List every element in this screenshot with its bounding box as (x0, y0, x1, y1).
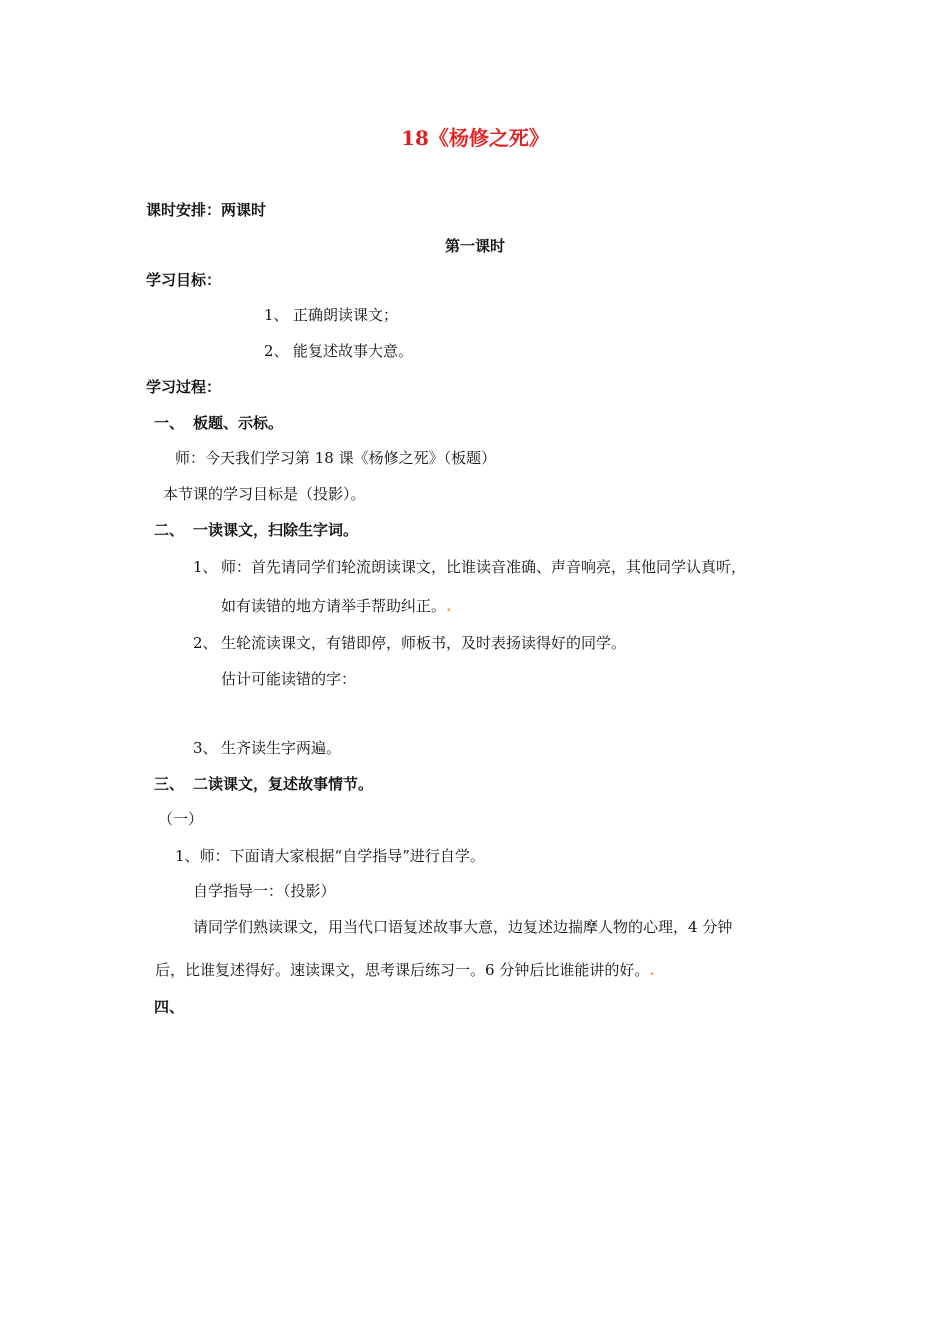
section-2-item-3-text: 生齐读生字两遍。 (221, 739, 342, 757)
section-2-number: 二、 (154, 521, 185, 539)
section-3-title: 二读课文，复述故事情节。 (193, 775, 374, 793)
goal-item-2-text: 能复述故事大意。 (293, 342, 414, 360)
section-2-item-2-text: 生轮流读课文，有错即停，师板书，及时表扬读得好的同学。 (221, 634, 627, 652)
lesson-heading: 第一课时 (444, 237, 505, 255)
section-2-title: 一读课文，扫除生字词。 (193, 521, 359, 539)
self-study-paragraph-line-1: 请同学们熟读课文，用当代口语复述故事大意，边复述边揣摩人物的心理，4 分钟 (193, 918, 733, 936)
document-title: 18《杨修之死》 (401, 126, 549, 150)
section-2-item-1-line-2-text: 如有读错的地方请举手帮助纠正。 (221, 597, 447, 615)
process-heading: 学习过程： (146, 378, 222, 396)
schedule-line: 课时安排：两课时 (146, 201, 267, 219)
goals-heading: 学习目标： (146, 271, 222, 289)
section-2-item-3-number: 3、 (193, 739, 218, 757)
section-2-item-2-number: 2、 (193, 634, 218, 652)
section-2-item-2-note: 估计可能读错的字： (221, 670, 357, 688)
proofread-mark: . (446, 597, 452, 615)
goal-item-2-number: 2、 (264, 342, 289, 360)
self-study-guide-label: 自学指导一：（投影） (193, 882, 336, 900)
section-2-item-1-line-1: 师：首先请同学们轮流朗读课文，比谁读音准确、声音响亮，其他同学认真听， (221, 558, 747, 576)
section-2-item-1-line-2 (221, 596, 451, 616)
section-2-item-1-number: 1、 (193, 558, 218, 576)
section-3-subheading: （一） (158, 810, 204, 828)
goal-item-1-number: 1、 (264, 306, 289, 324)
section-3-item-1: 1、师：下面请大家根据“自学指导”进行自学。 (175, 847, 485, 865)
goal-item-1-text: 正确朗读课文； (293, 306, 399, 324)
section-3-number: 三、 (154, 775, 185, 793)
section-1-paragraph-2: 本节课的学习目标是（投影）。 (163, 485, 366, 503)
proofread-mark: . (649, 961, 655, 979)
section-1-title: 板题、示标。 (193, 414, 284, 432)
section-1-number: 一、 (154, 414, 185, 432)
self-study-paragraph-line-2 (155, 960, 655, 980)
section-4-number: 四、 (154, 998, 185, 1016)
self-study-paragraph-line-2-text: 后，比谁复述得好。速读课文，思考课后练习一。6 分钟后比谁能讲的好。 (155, 961, 650, 979)
section-1-paragraph-1: 师：今天我们学习第 18 课《杨修之死》（板题） (175, 449, 497, 467)
